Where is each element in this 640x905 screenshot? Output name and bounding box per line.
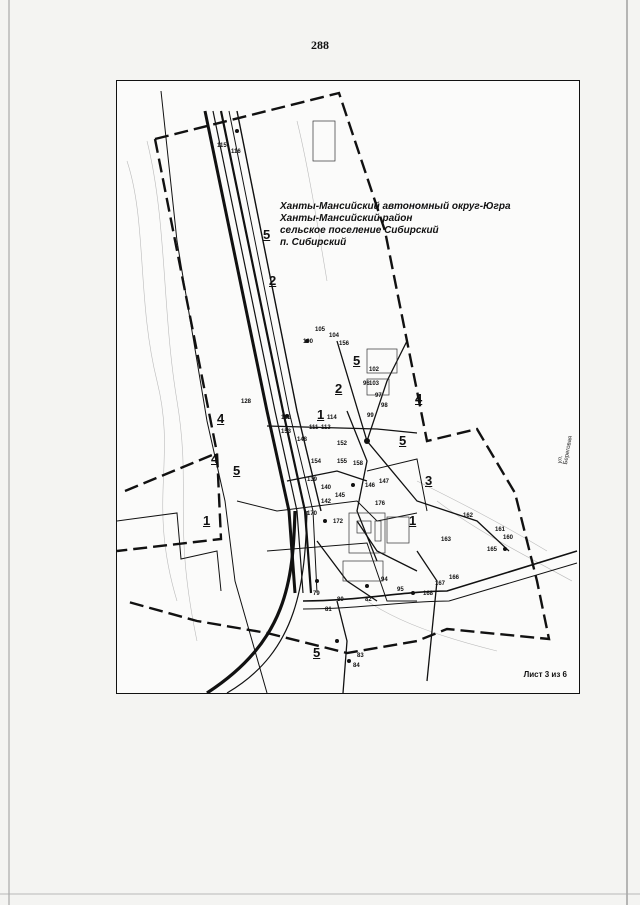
point-number: 81 [325,607,332,613]
zone-label-5: 5 [263,227,271,242]
point-number: 111 [309,425,319,431]
point-number: 128 [241,399,252,405]
point-number: 163 [441,537,452,543]
street-label: ул. Береговая [557,435,574,466]
zone-label-3: 3 [425,473,433,488]
point-number: 152 [337,441,348,447]
map-frame[interactable] [116,80,580,694]
zone-label-5: 5 [233,463,241,478]
point-number: 146 [365,483,376,489]
zone-label-4: 4 [217,411,225,426]
zone-label-5: 5 [353,353,361,368]
point-number: 98 [381,403,388,409]
point-number: 96 [363,381,370,387]
point-number: 84 [353,663,360,669]
point-number: 94 [381,577,388,583]
point-number: 153 [281,429,292,435]
point-number: 97 [375,393,382,399]
point-number: 142 [321,499,332,505]
title-line: п. Сибирский [280,237,347,248]
point-number: 82 [365,597,372,603]
point-number: 172 [333,519,344,525]
point-number: 145 [335,493,346,499]
point-number: 95 [397,587,404,593]
point-number: 140 [321,485,332,491]
point-number: 116 [231,149,241,155]
zone-label-2: 2 [335,381,343,396]
page-number: 288 [311,38,329,52]
point-number: 161 [495,527,506,533]
boundary-dashed [117,93,549,653]
point-number: 105 [315,327,326,333]
curved-road [207,511,577,693]
title-line: Ханты-Мансийский автономный округ-Югра [280,201,511,212]
point-number: 99 [367,413,374,419]
point-number: 158 [353,461,364,467]
point-number: 148 [297,437,308,443]
zone-label-1: 1 [203,513,211,528]
point-number: 156 [339,341,350,347]
page-edge-left [8,0,10,905]
zone-label-2: 2 [269,273,277,288]
point-number: 160 [503,535,514,541]
point-number: 115 [217,143,227,149]
point-number: 122 [281,415,292,421]
zone-label-4: 4 [415,391,423,406]
point-number: 83 [357,653,364,659]
point-number: 103 [369,381,380,387]
point-number: 166 [449,575,460,581]
zone-label-5: 5 [313,645,321,660]
point-number: 100 [303,339,314,345]
sheet-label: Лист 3 из 6 [523,670,567,679]
point-number: 154 [311,459,322,465]
point-number: 147 [379,479,390,485]
point-number: 79 [313,591,320,597]
point-number: 80 [337,597,344,603]
point-number: 167 [435,581,446,587]
zone-label-1: 1 [409,513,417,528]
point-number: 165 [487,547,498,553]
point-number: 162 [463,513,474,519]
point-number: 113 [321,425,331,431]
map-drawing [117,81,579,693]
main-corridor [205,111,321,593]
page-edge-bottom [0,893,640,895]
point-number: 168 [423,591,434,597]
title-line: Ханты-Мансийский район [280,213,413,224]
zone-label-5: 5 [399,433,407,448]
settlement-blocks [313,121,409,581]
point-number: 114 [327,415,337,421]
map-title [280,201,520,249]
point-number: 104 [329,333,340,339]
point-number: 170 [307,511,318,517]
zone-label-1: 1 [317,407,325,422]
page-edge-right [626,0,628,905]
point-number: 155 [337,459,348,465]
point-number: 176 [375,501,386,507]
zone-label-4: 4 [211,451,219,466]
point-number: 102 [369,367,380,373]
title-line: сельское поселение Сибирский [280,225,439,236]
point-number: 139 [307,477,318,483]
